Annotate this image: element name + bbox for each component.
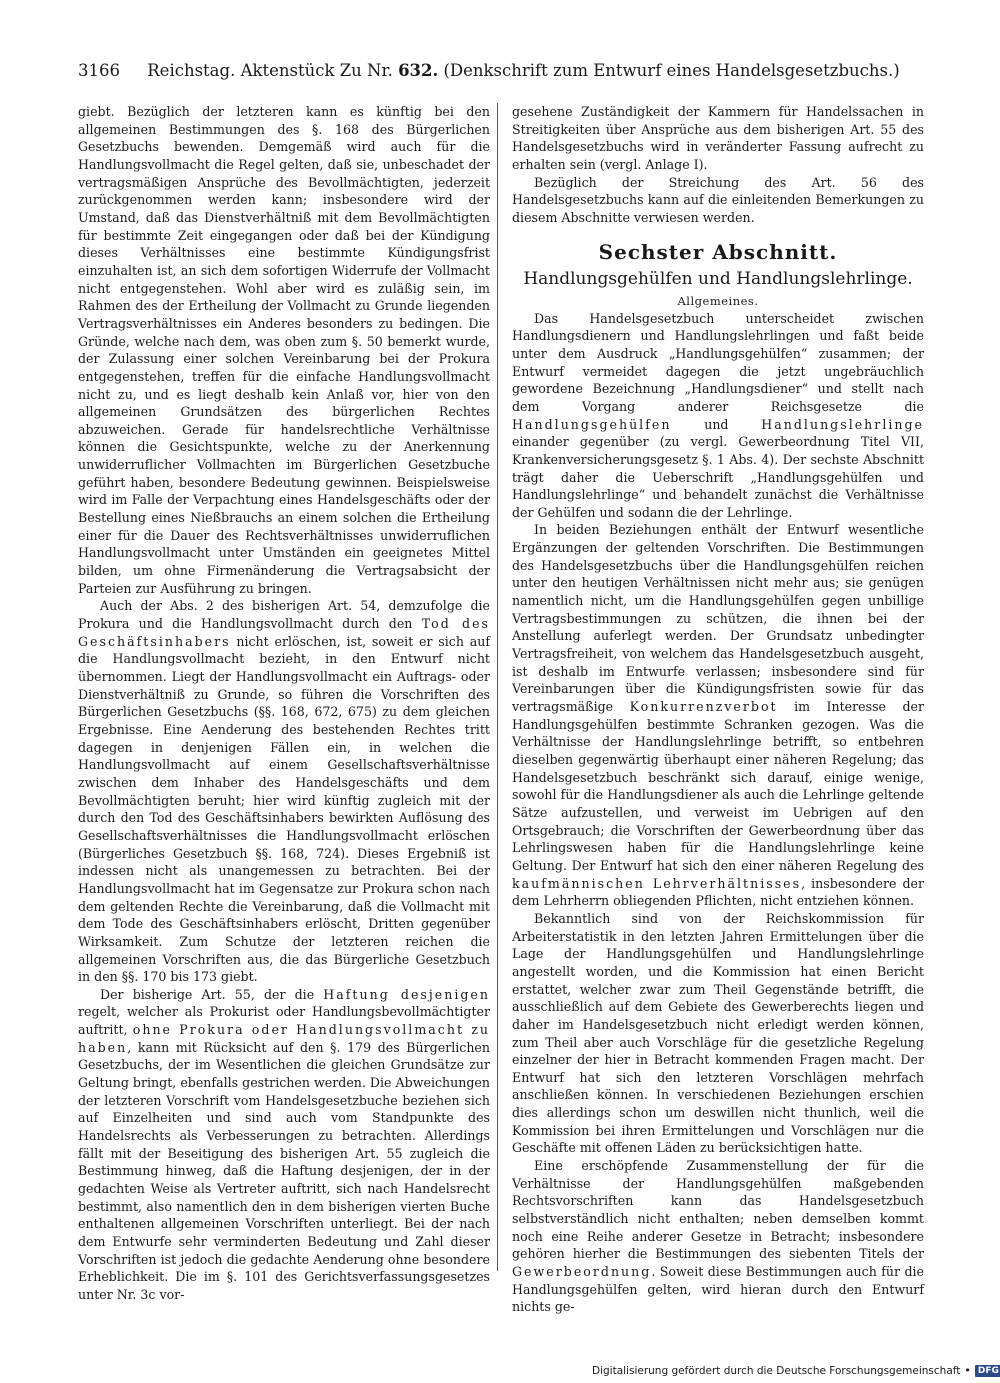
spaced-emphasis: ohne Prokura oder Handlungsvollmacht zu haben (78, 1022, 490, 1055)
document-number: 632. (398, 61, 439, 80)
paragraph (512, 310, 924, 522)
paragraph (512, 521, 924, 909)
spaced-emphasis: Handlungsgehülfen (512, 416, 672, 432)
paragraph (78, 986, 490, 1304)
subheading: Allgemeines. (677, 293, 759, 308)
running-head-subtitle: (Denkschrift zum Entwurf eines Handelsgesetzbuchs.) (443, 61, 900, 80)
running-head-title: Reichstag. Aktenstück Zu Nr. (147, 61, 393, 80)
spaced-emphasis: Konkurrenzverbot (629, 699, 778, 715)
text-run: Eine erschöpfende Zusammenstellung der für die Verhältnisse der Handlungsgehülfen maßgebenden Rechtsvorschriften kann das Handelsgesetzbuch selbstverständlich nicht enthalten; neben demselben kommt noch eine Reihe anderer Gesetze in Betracht; insbesondere gehören hierher die Bestimmungen des siebenten Titels der (512, 1158, 924, 1262)
running-header (78, 56, 938, 86)
text-run: nicht erlöschen, ist, soweit er sich auf die Handlungsvollmacht bezieht, in den Entwurf nicht übernommen. Liegt der Handlungsvollmacht ein Auftrags- oder Dienstverhältniß zu Grunde, so führen die Vorschriften des Bürgerlichen Gesetzbuchs (§§. 168, 672, 675) zu dem gleichen Ergebnisse. Eine Aenderung des bestehenden Rechtes tritt dagegen in denjenigen Fällen ein, in welchen die Handlungsvollmacht auf einem Gesellschaftsverhältnisse zwischen dem Inhaber des Handelsgeschäfts und dem Bevollmächtigten beruht; hier wird künftig zugleich mit der durch den Tod des Geschäftsinhabers bewirkten Auflösung des Gesellschaftsverhältnisses die Handlungsvollmacht erlöschen (Bürgerliches Gesetzbuch §§. 168, 724). Dieses Ergebniß ist indessen nicht als unangemessen zu betrachten. Bei der Handlungsvollmacht hat im Gegensatze zur Prokura schon nach dem geltenden Rechte die Vereinbarung, daß die Vollmacht mit dem Tode des Geschäftsinhabers erlöscht, Dritten gegenüber Wirksamkeit. Zum Schutze der letzteren reichen die allgemeinen Vorschriften aus, die das Bürgerliche Gesetzbuch in den §§. 170 bis 173 giebt. (78, 633, 490, 985)
spaced-emphasis: Gewerbeordnung (512, 1264, 652, 1280)
dfg-logo-icon: DFG (975, 1365, 1000, 1377)
funding-notice: Digitalisierung gefördert durch die Deutsche Forschungsgemeinschaft (592, 1365, 961, 1377)
bullet-separator: • (964, 1364, 971, 1377)
text-run: im Interesse der Handlungsgehülfen bestimmte Schranken gezogen. Was die Verhältnisse der Handlungslehrlinge betrifft, so entbehren dieselben gegenwärtig überhaupt einer näheren Regelung; das Handelsgesetzbuch beschränkt sich darauf, einige wenige, sowohl für die Handlungsdiener als auch die Lehrlinge geltende Sätze aufzustellen, und verweist im Uebrigen auf den Ortsgebrauch; die Vorschriften der Gewerbeordnung über das Lehrlingswesen haben für die Handlungslehrlinge keine Geltung. Der Entwurf hat sich den einer näheren Regelung des (512, 699, 924, 873)
page-number: 3166 (78, 61, 120, 80)
paragraph: gesehene Zuständigkeit der Kammern für Handelssachen in Streitigkeiten über Ansprüche aus dem bisherigen Art. 55 des Handelsgesetzbuchs wird in veränderter Fassung aufrecht zu erhalten sein (vergl. Anlage I). (512, 104, 924, 172)
column-divider (497, 103, 498, 1271)
text-run: , insbesondere der dem Lehrherrn obliegenden Pflichten, nicht entziehen können. (512, 875, 925, 909)
right-column (512, 103, 924, 1316)
section-subtitle: Handlungsgehülfen und Handlungslehrlinge. (523, 268, 913, 289)
text-run: In beiden Beziehungen enthält der Entwurf wesentliche Ergänzungen der geltenden Vorschriften. Die Bestimmungen des Handelsgesetzbuchs über die Handlungsgehülfen reichen unter den heutigen Verhältnissen nicht mehr aus; sie genügen namentlich nicht, um die Handlungsgehülfen gegen unbillige Vertragsbestimmungen zu schützen, die ihnen bei der Anstellung auferlegt werden. Der Grundsatz unbedingter Vertragsfreiheit, von welchem das Handelsgesetzbuch ausgeht, ist deshalb im Entwurfe verlassen; insbesondere sind für Vereinbarungen über die Kündigungsfristen sowie für das vertragsmäßige (512, 522, 924, 715)
paragraph: giebt. Bezüglich der letzteren kann es künftig bei den allgemeinen Bestimmungen des §. 168 des Bürgerlichen Gesetzbuchs bewenden. Demgemäß wird auch für die Handlungsvollmacht die Regel gelten, daß sie, unbeschadet der vertragsmäßigen Ansprüche des Bevollmächtigten, jederzeit zurückgenommen werden kann; insbesondere wird der Umstand, daß das Dienstverhältniß mit dem Bevollmächtigten für bestimmte Zeit eingegangen oder daß bei der Kündigung dieses Verhältnisses eine bestimmte Kündigungsfrist einzuhalten ist, an sich dem sofortigen Widerrufe der Vollmacht nicht entgegenstehen. Wohl aber wird es zuläßig sein, im Rahmen des der Ertheilung der Vollmacht zu Grunde liegenden Vertragsverhältnisses ein Anderes besonders zu bedingen. Die Gründe, welche nach dem, was oben zum §. 50 bemerkt wurde, der Zulassung einer solchen Vereinbarung bei der Prokura entgegenstehen, treffen für die einfache Handlungsvollmacht nicht zu, und es liegt deshalb kein Anlaß vor, hier von den allgemeinen Grundsätzen des bürgerlichen Rechtes abzuweichen. Gerade für handelsrechtliche Verhältnisse können die Gesichtspunkte, welche zu der Anerkennung unwiderruflicher Vollmachten im Bürgerlichen Gesetzbuche geführt haben, besondere Bedeutung gewinnen. Beispielsweise wird im Falle der Verpachtung eines Handelsgeschäfts oder der Bestellung eines Nießbrauchs an einem solchen die Ertheilung einer für die Dauer des Rechtsverhältnisses unwiderruflichen Handlungsvollmacht unter Umständen ein geeignetes Mittel bilden, um ohne Firmenänderung die Vertragsabsicht der Parteien zur Ausführung zu bringen. (78, 104, 490, 596)
text-run: Der bisherige Art. 55, der die (100, 986, 324, 1002)
text-run: regelt, welcher als Prokurist oder Handlungsbevollmächtigter auftritt, (78, 1004, 490, 1038)
text-run: , kann mit Rücksicht auf den §. 179 des Bürgerlichen Gesetzbuchs, der im Wesentlichen die gleichen Grundsätze zur Geltung bringt, ebenfalls gestrichen werden. Die Abweichungen der letzteren Vorschrift vom Handelsgesetzbuche beziehen sich auf Einzelheiten und sind auch vom Standpunkte des Handelsrechts als Verbesserungen zu betrachten. Allerdings fällt mit der Beseitigung des bisherigen Art. 55 zugleich die Bestimmung hinweg, daß die Haftung desjenigen, der in der gedachten Weise als Vertreter auftritt, sich nach Handelsrecht bestimmt, also namentlich den in dem bisherigen vierten Buche enthaltenen allgemeinen Vorschriften unterliegt. Bei der nach dem Entwurfe sehr verminderten Bedeutung und Zahl dieser Vorschriften ist jedoch die gedachte Aenderung ohne besondere Erheblichkeit. Die im §. 101 des Gerichtsverfassungsgesetzes unter Nr. 3c vor- (78, 1039, 490, 1302)
spaced-emphasis: kaufmännischen Lehrverhältnisses (512, 875, 802, 891)
digitization-footer (592, 1364, 999, 1378)
text-run: einander gegenüber (zu vergl. Gewerbeordnung Titel VII, Krankenversicherungsgesetz §. 1 Abs. 4). Der sechste Abschnitt trägt daher die Ueberschrift „Handlungsgehülfen und Handlungslehrlinge“ und behandelt zunächst die Verhältnisse der Gehülfen und sodann die der Lehrlinge. (512, 434, 924, 520)
paragraph: Bezüglich der Streichung des Art. 56 des Handelsgesetzbuchs kann auf die einleitenden Bemerkungen zu diesem Abschnitte verwiesen werden. (512, 174, 924, 225)
spaced-emphasis: Handlungslehrlinge (761, 416, 924, 432)
spaced-emphasis: Tod des Geschäftsinhabers (78, 616, 491, 649)
paragraph (512, 1157, 924, 1316)
paragraph: Bekanntlich sind von der Reichskommission für Arbeiterstatistik in den letzten Jahren Ermittelungen über die Lage der Handlungsgehülfen und Handlungslehrlinge angestellt worden, und die Kommission hat einen Bericht erstattet, welcher zwar zum Theil Gegenstände betrifft, die ausschließlich auf dem Gebiete des Gewerberechts liegen und daher im Handelsgesetzbuch nicht erledigt werden können, zum Theil aber auch Vorschläge für die gesetzliche Regelung einzelner der hier in Betracht kommenden Fragen macht. Der Entwurf hat sich den letzteren Vorschlägen mehrfach anschließen können. In verschiedenen Beziehungen erschien dies allerdings schon um deswillen nicht thunlich, weil die Kommission bei ihren Ermittelungen und Vorschlägen nur die Geschäfte mit offenen Läden zu berücksichtigen hatte. (512, 910, 924, 1156)
text-run: Das Handelsgesetzbuch unterscheidet zwischen Handlungsdienern und Handlungslehrlingen und faßt beide unter dem Ausdruck „Handlungsgehülfen“ zusammen; der Entwurf vermeidet dagegen die jetzt ungebräuchlich gewordene Bezeichnung „Handlungsdiener“ und stellt nach dem Vorgang anderer Reichsgesetze die (512, 310, 924, 414)
text-run: und (671, 416, 762, 432)
section-title: Sechster Abschnitt. (598, 239, 838, 264)
paragraph (78, 597, 490, 985)
spaced-emphasis: Haftung desjenigen (323, 986, 490, 1002)
left-column (78, 103, 490, 1304)
text-run: Auch der Abs. 2 des bisherigen Art. 54, demzufolge die Prokura und die Handlungsvollmacht durch den (78, 598, 490, 632)
text-run: . Soweit diese Bestimmungen auch für die Handlungsgehülfen gelten, wird hieran durch den Entwurf nichts ge- (512, 1264, 924, 1315)
